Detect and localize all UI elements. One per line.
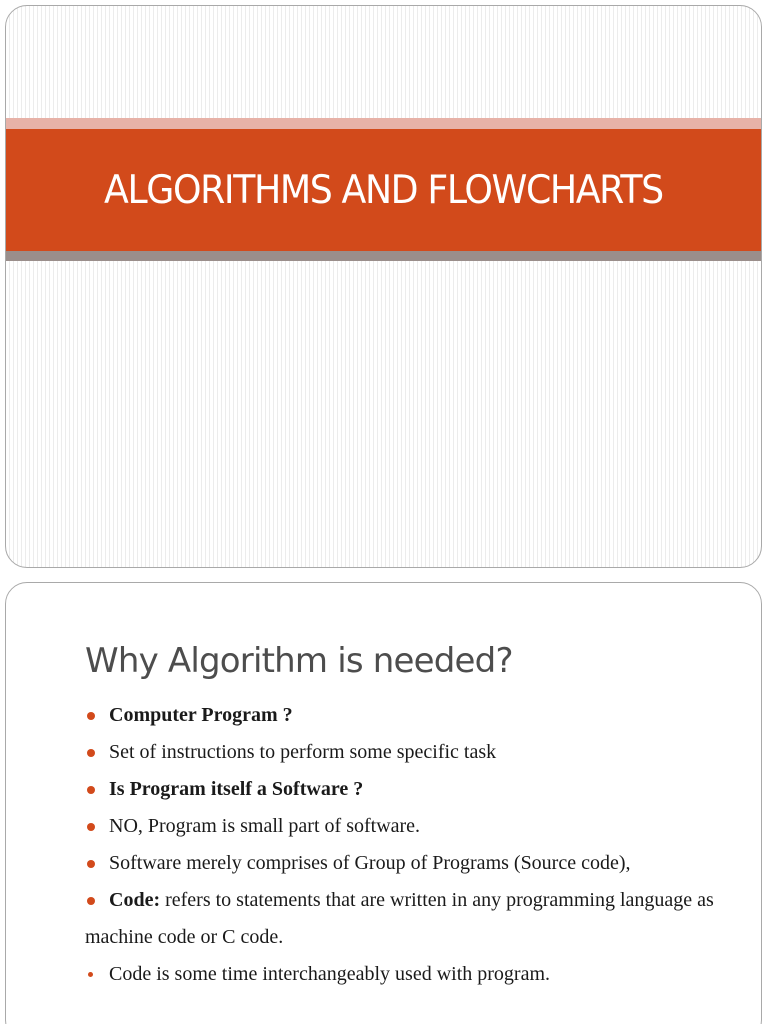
bullet-bold-term: Code: [109, 889, 161, 911]
bullet-item [85, 956, 755, 993]
bullet-dot-icon [87, 786, 95, 794]
bullet-text: Code is some time interchangeably used with program. [109, 963, 551, 985]
bullet-dot-icon [88, 972, 93, 977]
title-band-bottom-stripe [6, 251, 761, 261]
title-band-top-stripe [6, 118, 761, 129]
slide-title: ALGORITHMS AND FLOWCHARTS [104, 167, 663, 213]
bullet-list [85, 697, 755, 993]
bullet-item [85, 734, 755, 771]
title-slide [5, 5, 762, 568]
bullet-dot-icon [87, 897, 95, 905]
slide-heading: Why Algorithm is needed? [85, 641, 513, 681]
bullet-text: Set of instructions to perform some specific task [109, 741, 497, 763]
bullet-dot-icon [87, 823, 95, 831]
bullet-text: Software merely comprises of Group of Programs (Source code), [109, 852, 631, 874]
bullet-dot-icon [87, 749, 95, 757]
content-slide [5, 582, 762, 1024]
bullet-text: Is Program itself a Software ? [109, 778, 364, 800]
bullet-dot-icon [87, 860, 95, 868]
bullet-text: Computer Program ? [109, 704, 293, 726]
bullet-item [85, 808, 755, 845]
bullet-item [85, 697, 755, 734]
title-band [6, 129, 761, 251]
bullet-dot-icon [87, 712, 95, 720]
bullet-item [85, 845, 755, 882]
bullet-text: refers to statements that are written in any programming language as machine code or C code. [85, 889, 714, 948]
bullet-item [85, 771, 755, 808]
bullet-item [85, 882, 755, 956]
bullet-text: NO, Program is small part of software. [109, 815, 421, 837]
